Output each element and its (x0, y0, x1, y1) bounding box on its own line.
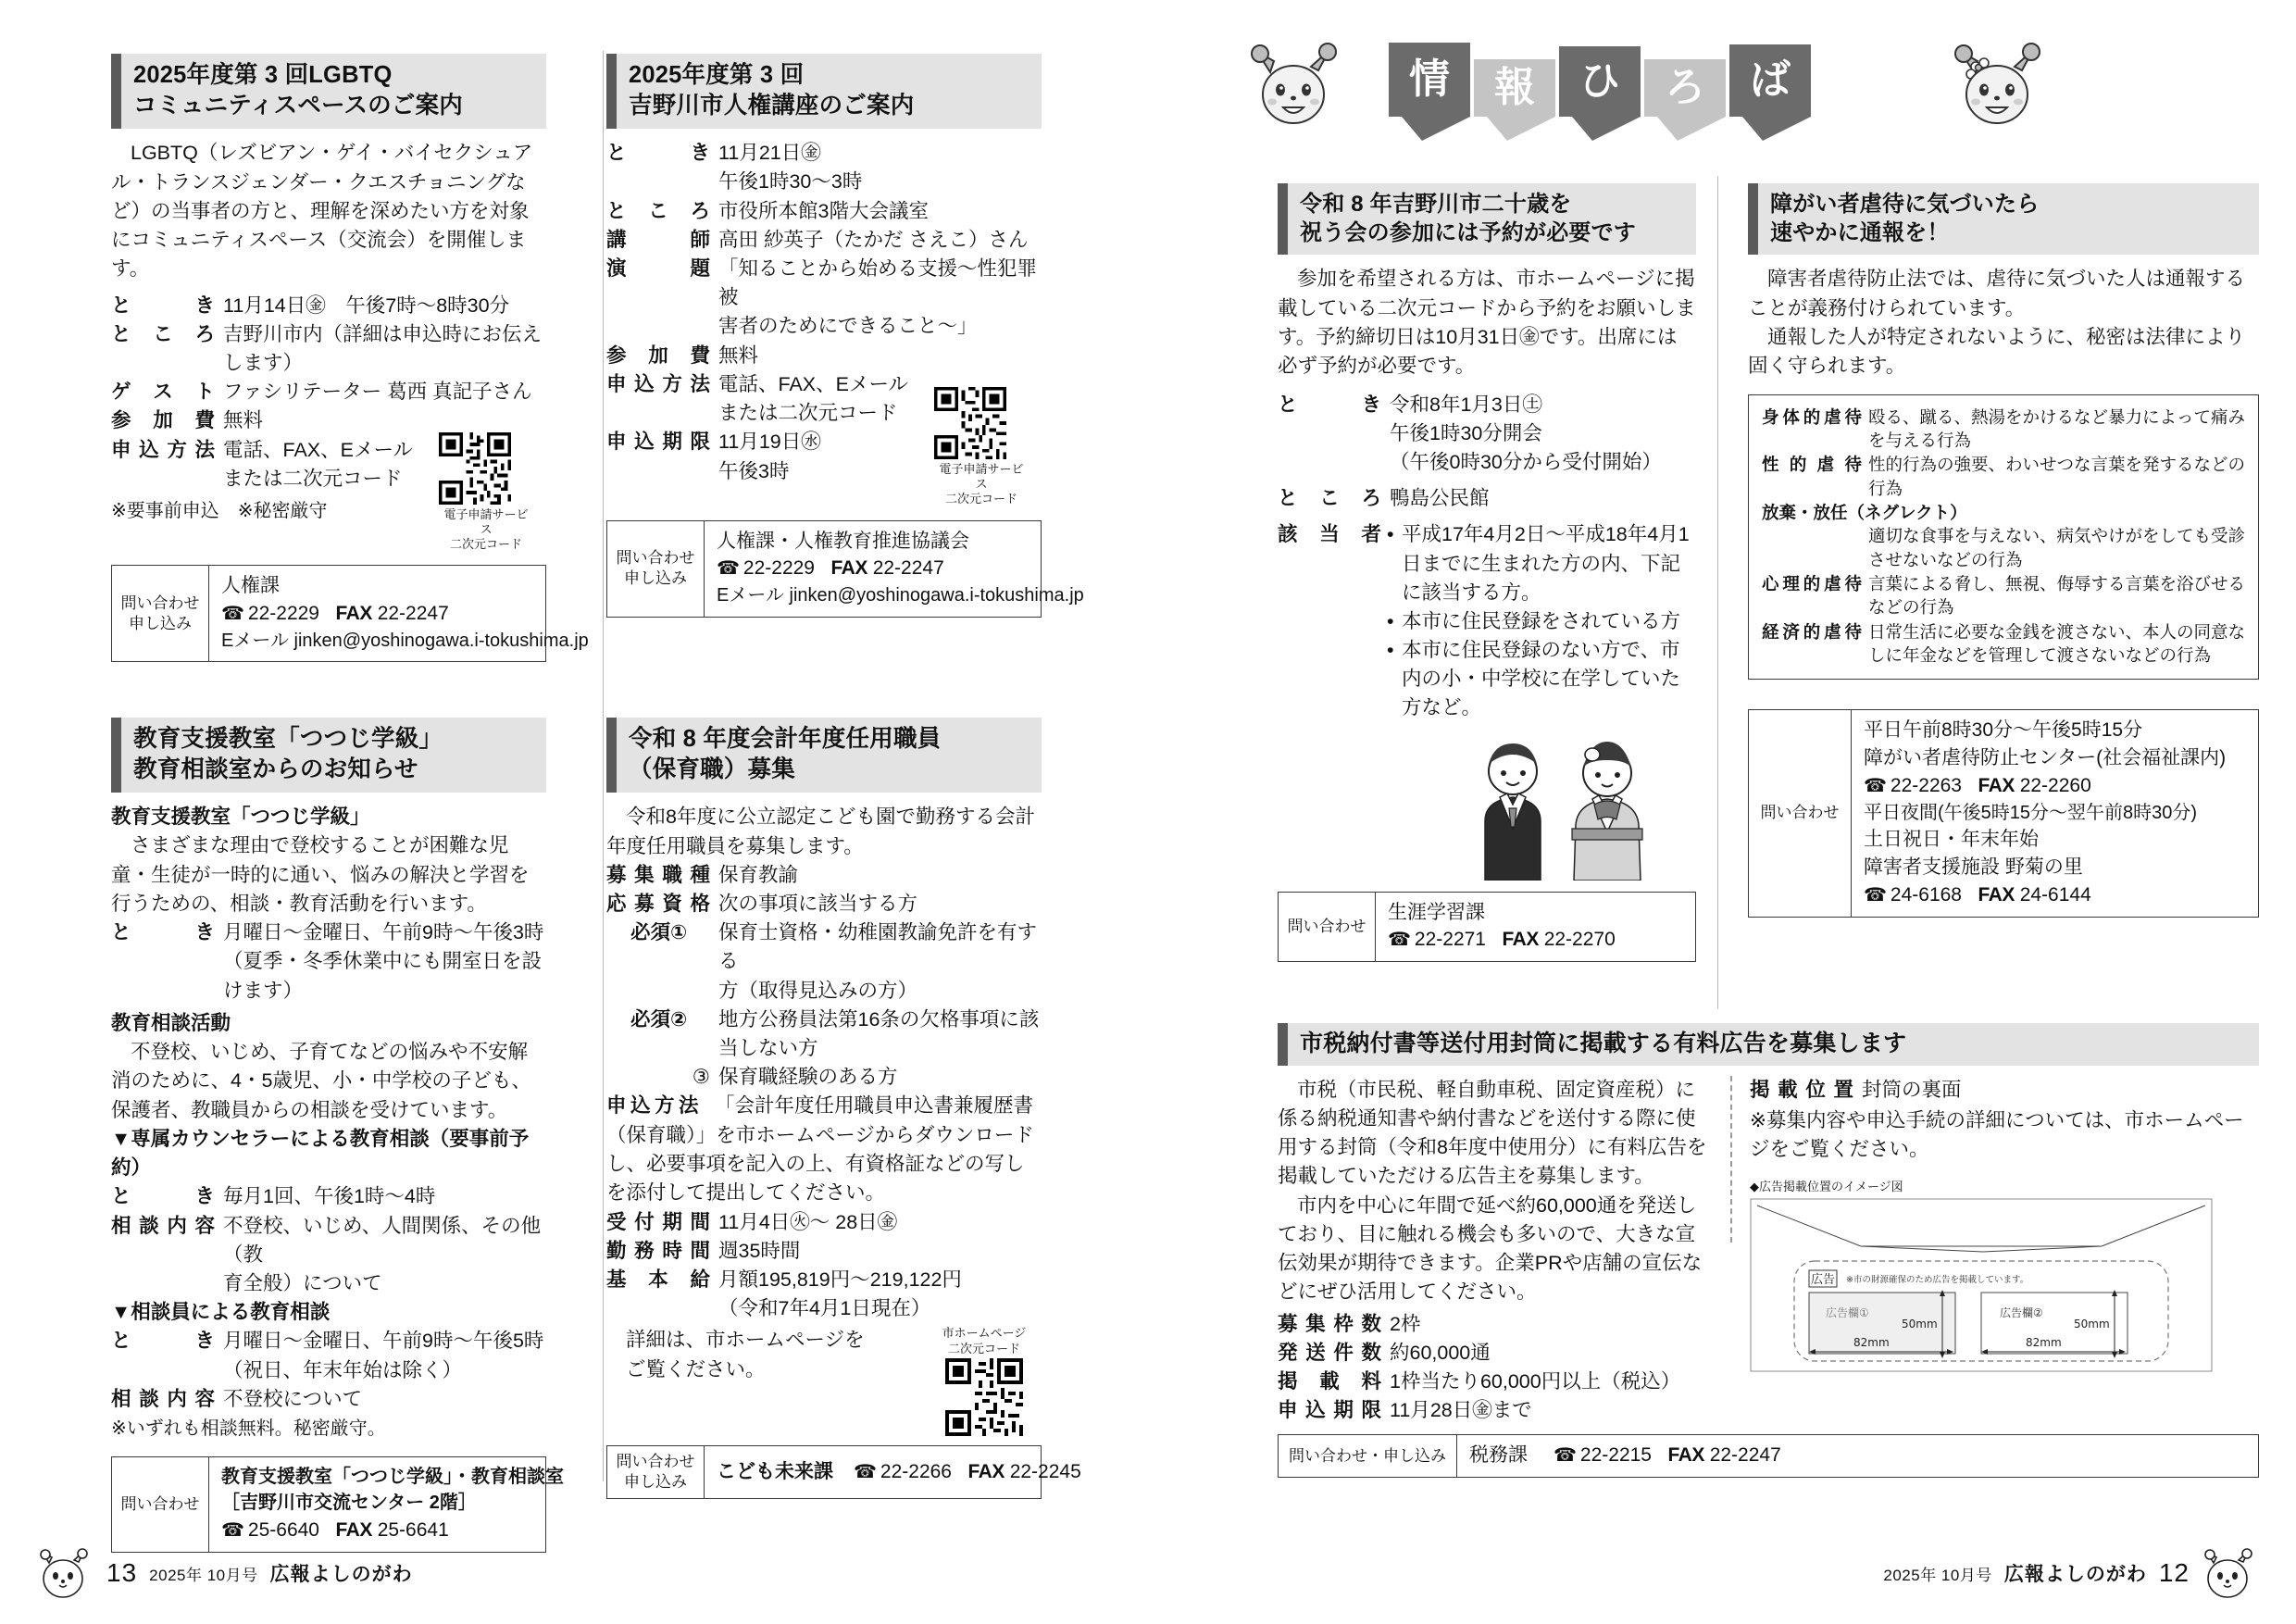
article-tsutsuji-header (111, 718, 546, 793)
article-tsutsuji: 教育支援教室「つつじ学級」 教育相談室からのお知らせ 教育支援教室「つつじ学級」 さまざまな理由で登校することが困難な児童・生徒が一時的に通い、悩みの解決と学習を行うための、相談・教育活動を行います。 と き 月曜日〜金曜日、午前9時〜午後3時 （夏季・冬季休業中にも開室日を設けます） 教育相談活動 不登校、いじめ、子育てなどの悩みや不安解消のために、4・5歳児、小・中学校の子ども、保護者、教職員からの相談を受けています。 ▼専属カウンセラーによる教育相談（要事前予約） と き 毎月1回、午後1時〜4時 相 談 内 容 不登校、いじめ、人間関係、その他（教 育全般）について ▼相談員による教育相談 と き 月曜日〜金曜日、午前9時〜午後5時 （祝日、年末年始は除く） 相 談 内 容 不登校について ※いずれも相談無料。秘密厳守。 問い合わせ 教育支援教室「つつじ学級」・教育相談室 ［吉野川市交流センター 2階］ ☎ 25-6640 FAX 25-6641 (111, 718, 546, 1553)
hoikushoku-row-period: 受 付 期 間 11月4日㊋〜 28日㊎ (606, 1210, 898, 1233)
hatachi-contact-dept: 生涯学習課 (1388, 901, 1485, 923)
svg-text:82mm: 82mm (2026, 1336, 2062, 1350)
svg-text:広告欄②: 広告欄② (2000, 1306, 2043, 1320)
article-lgbtq-body: LGBTQ（レズビアン・ゲイ・バイセクシュアル・トランスジェンダー・クエスチョニングなど）の当事者の方と、理解を深めたい方を対象にコミュニティスペース（交流会）を開催します。 (111, 142, 533, 281)
article-gyakutai-header (1748, 183, 2259, 255)
svg-text:広告欄①: 広告欄① (1826, 1306, 1869, 1320)
tsutsuji-sub4: ▼相談員による教育相談 (111, 1301, 331, 1324)
article-hoikushoku-header (606, 718, 1042, 793)
koukoku-separator (1713, 1076, 1750, 1426)
hoikushoku-row-qual: 応 募 資 格 次の事項に該当する方 (606, 893, 918, 916)
gyakutai-contact-line-1: 障がい者虐待防止センター(社会福祉課内) (1864, 747, 2227, 769)
koukoku-right-note: ※募集内容や申込手続の詳細については、市ホームページをご覧ください。 (1750, 1108, 2244, 1160)
article-jinken-title-line1: 2025年度第 3 回 (629, 62, 805, 88)
gyakutai-contact-label: 問い合わせ (1760, 804, 1840, 822)
koukoku-contact-label: 問い合わせ・申し込み (1289, 1446, 1446, 1465)
table-row: 性 的 虐 待 性的行為の強要、わいせつな言葉を発するなどの行為 (1762, 455, 2246, 498)
gyakutai-body2: 通報した人が特定されないように、秘密は法律により固く守られます。 (1748, 325, 2246, 378)
lgbtq-row-guest: ゲ ス ト ファシリテーター 葛西 真記子さん (111, 378, 546, 406)
koukoku-diagram (1750, 1177, 2259, 1377)
banner-tail-icon (1487, 117, 1555, 141)
column-divider-right (1717, 176, 1718, 1009)
jinken-contact-label: 問い合わせ 申し込み (616, 549, 695, 588)
hatachi-contact-box (1278, 892, 1696, 963)
koukoku-row-position: 掲 載 位 置 封筒の裏面 (1750, 1078, 1962, 1101)
mascot-left-icon (1250, 39, 1339, 124)
masthead-char-3: ろ (1644, 43, 1735, 117)
tsutsuji-row3: 相 談 内 容 不登校、いじめ、人間関係、その他（教 (111, 1214, 542, 1266)
jinken-contact-box (606, 520, 1084, 618)
article-tsutsuji-title-line1: 教育支援教室「つつじ学級」 (133, 726, 443, 752)
article-hoikushoku: 令和 8 年度会計年度任用職員 （保育職）募集 令和8年度に公立認定こども園で勤務する会計年度任用職員を募集します。 募 集 職 種 保育教諭 応 募 資 格 次の事項に該当する方 必須① 保育士資格・幼稚園教諭免許を有する 方（取得見込みの方） 必須② 地方公務員法第16条の欠格事項に該 当しない方 ③ 保育職経験のある方 申込方法 「会計年度任用職員申込書兼履歴書（保育職）」を市ホームページからダウンロードし、必要事項を記入の上、有資格証などの写しを添付して提出してください。 受 付 期 間 11月4日㊋〜 28日㊎ 勤 務 時 間 週35時間 基 本 給 月額195,819円〜219,122円 （令和7年4月1日現在） 詳細は、市ホームページを ご覧ください。 市ホームページ 二次元コード 問い合わせ 申し込み こども未来課 ☎ 22-2266 FAX 22-2245 (606, 718, 1042, 1499)
koukoku-contact-info (1456, 1435, 2258, 1477)
phone-icon (717, 557, 743, 579)
koukoku-row-count: 発 送 件 数 約60,000通 (1278, 1341, 1491, 1364)
svg-text:82mm: 82mm (1853, 1336, 1890, 1350)
article-gyakutai-title-line2: 速やかに通報を！ (1770, 220, 1950, 246)
lgbtq-row-toki-value: 11月14日㊎ 午後7時〜8時30分 (223, 294, 510, 317)
koukoku-contact-box (1278, 1434, 2259, 1478)
bullet-icon: • (1387, 639, 1394, 662)
hoikushoku-contact-dept: こども未来課 (717, 1460, 833, 1482)
column-divider (603, 51, 604, 1481)
hoikushoku-row-job: 募 集 職 種 保育教諭 (606, 863, 799, 886)
hoikushoku-qr-block (927, 1326, 1042, 1436)
article-lgbtq-header (111, 54, 546, 129)
lgbtq-row-apply-value: 電話、FAX、Eメール (223, 438, 414, 461)
article-gyakutai-title-line1: 障がい者虐待に気づいたら (1770, 192, 2040, 217)
jinken-row-toki: と き 11月21日㊎ (606, 142, 821, 165)
gyakutai-contact-box (1748, 709, 2259, 917)
lgbtq-row-apply: 申 込 方 法 電話、FAX、Eメール (111, 436, 435, 465)
jinken-qr-block (934, 387, 1042, 507)
lgbtq-qr-block (439, 432, 546, 553)
hoikushoku-req2: 必須② 地方公務員法第16条の欠格事項に該 (630, 1007, 1040, 1031)
table-row: 放棄・放任（ネグレクト） 適切な食事を与えない、病気やけがをしても受診させないなどの行為 (1762, 502, 2246, 569)
lgbtq-row-fee-value: 無料 (223, 409, 264, 432)
article-lgbtq (111, 54, 589, 662)
mascot-icon (2202, 1544, 2259, 1602)
lgbtq-row-toki: と き 11月14日㊎ 午後7時〜8時30分 (111, 292, 546, 320)
gyakutai-types-table (1748, 394, 2259, 681)
hoikushoku-apply: 申込方法 「会計年度任用職員申込書兼履歴書（保育職）」を市ホームページからダウンロードし、必要事項を記入の上、有資格証などの写しを添付して提出してください。 (606, 1094, 1034, 1205)
hoikushoku-req1: 必須① 保育士資格・幼稚園教諭免許を有する (630, 921, 1038, 973)
qr-code-icon (945, 1358, 1023, 1436)
hatachi-bullet-3: • 本市に住民登録のない方で、市内の小・中学校に在学していた方など。 (1387, 636, 1696, 723)
footer-left-page: 13 (106, 1558, 138, 1587)
footer-right-page: 12 (2158, 1558, 2190, 1587)
hoikushoku-contact-info (704, 1446, 1091, 1498)
mascot-icon (37, 1544, 94, 1602)
gyakutai-contact-tel1: ☎ 22-2263 FAX 22-2260 (1864, 772, 2249, 800)
hatachi-contact-label: 問い合わせ (1287, 917, 1366, 935)
lgbtq-contact-tel-fax: ☎ 22-2229 FAX 22-2247 (221, 600, 589, 628)
hoikushoku-contact-tel-fax: ☎ 22-2266 FAX 22-2245 (854, 1458, 1081, 1486)
celebration-couple-illustration (1454, 740, 1685, 881)
article-koukoku-title: 市税納付書等送付用封筒に掲載する有料広告を募集します (1300, 1031, 1907, 1056)
masthead (1241, 35, 2296, 131)
phone-icon (854, 1461, 880, 1482)
hatachi-row-eligible: 該 当 者 • 平成17年4月2日〜平成18年4月1日までに生まれた方の内、下記に該当する方。 • 本市に住民登録をされている方 • 本市に住民登録のない方で、市内の小・中学校に在学していた方など。 (1278, 520, 1696, 722)
tsutsuji-sub3: ▼専属カウンセラーによる教育相談（要事前予約） (111, 1128, 530, 1180)
koukoku-right-col (1750, 1076, 2259, 1426)
qr-code-icon (439, 432, 511, 505)
hatachi-row-toki: と き 令和8年1月3日㊏ (1278, 393, 1542, 416)
koukoku-left-col (1278, 1076, 1713, 1426)
hoikushoku-req3: ③ 保育職経験のある方 (692, 1066, 898, 1089)
hoikushoku-qr-caption: 市ホームページ 二次元コード (942, 1326, 1027, 1355)
masthead-char-4: ば (1729, 43, 1820, 117)
masthead-char-2: ひ (1559, 43, 1650, 117)
hatachi-contact-info (1375, 893, 1695, 962)
koukoku-body2: 市内を中心に年間で延べ約60,000通を発送しており、目に触れる機会も多いので、大きな宣伝効果が期待できます。企業PRや店舗の宣伝などにぜひ活用してください。 (1278, 1193, 1703, 1304)
koukoku-contact-dept: 税務課 (1469, 1444, 1528, 1467)
gyakutai-body1: 障害者虐待防止法では、虐待に気づいた人は通報することが義務付けられています。 (1748, 268, 2246, 319)
tsutsuji-row1: と き 月曜日〜金曜日、午前9時〜午後3時 (111, 921, 544, 944)
tsutsuji-contact-line1: 教育支援教室「つつじ学級」・教育相談室 (221, 1466, 564, 1487)
article-lgbtq-title-line1: 2025年度第 3 回LGBTQ (133, 62, 393, 88)
hatachi-body: 参加を希望される方は、市ホームページに掲載している二次元コードから予約をお願いします。予約締切日は10月31日㊎です。出席には必ず予約が必要です。 (1278, 268, 1696, 378)
phone-icon (1554, 1444, 1580, 1466)
banner-tail-icon (1657, 117, 1726, 141)
gyakutai-contact-tel2: ☎ 24-6168 FAX 24-6144 (1864, 881, 2249, 909)
jinken-contact-email: Eメール jinken@yoshinogawa.i-tokushima.jp (717, 585, 1084, 606)
footer-right-date: 2025年 10月号 (1883, 1566, 1992, 1584)
tsutsuji-body2: 不登校、いじめ、子育てなどの悩みや不安解消のために、4・5歳児、小・中学校の子ども、保護者、教職員からの相談を受けています。 (111, 1041, 531, 1121)
tsutsuji-contact-label: 問い合わせ (120, 1494, 200, 1513)
hatachi-row-tokoro: と こ ろ 鴨島公民館 (1278, 487, 1490, 510)
table-row: 経 済 的 虐 待 日常生活に必要な金銭を渡さない、本人の同意なしに年金などを管理して渡さないなどの行為 (1762, 621, 2246, 665)
bullet-icon: • (1387, 609, 1394, 632)
footer-left-magazine: 広報よしのがわ (269, 1564, 413, 1585)
phone-icon (221, 603, 248, 624)
gyakutai-contact-line-4: 土日祝日・年末年始 (1864, 829, 2039, 851)
koukoku-contact-tel-fax: ☎ 22-2215 FAX 22-2247 (1554, 1442, 1781, 1469)
lgbtq-row-apply-value2: または二次元コード (223, 467, 403, 490)
envelope-diagram-icon (1750, 1198, 2213, 1372)
lgbtq-qr-caption: 電子申請サービス 二次元コード (443, 506, 529, 552)
lgbtq-note: ※要事前申込 ※秘密厳守 (111, 501, 328, 521)
article-lgbtq-title-line2: コミュニティスペースのご案内 (133, 93, 463, 119)
jinken-row-fee: 参 加 費 無料 (606, 344, 759, 367)
footer-left (37, 1544, 413, 1602)
koukoku-row-deadline: 申 込 期 限 11月28日㊎まで (1278, 1399, 1532, 1422)
phone-icon (1864, 775, 1890, 796)
article-hoikushoku-title-line1: 令和 8 年度会計年度任用職員 (629, 726, 942, 752)
footer-right (1883, 1544, 2259, 1602)
hoikushoku-tail2: ご覧ください。 (626, 1357, 766, 1380)
lgbtq-contact-label: 問い合わせ 申し込み (120, 593, 200, 632)
hatachi-contact-tel-fax: ☎ 22-2271 FAX 22-2270 (1388, 926, 1686, 954)
lgbtq-contact-info (208, 566, 598, 661)
hatachi-bullet-2: • 本市に住民登録をされている方 (1387, 607, 1696, 636)
koukoku-row-fee: 掲 載 料 1枠当たり60,000円以上（税込） (1278, 1370, 1681, 1393)
jinken-contact-info (704, 521, 1093, 617)
svg-text:広告: 広告 (1811, 1273, 1836, 1288)
tsutsuji-row2: と き 毎月1回、午後1時〜4時 (111, 1185, 436, 1208)
bullet-icon: • (1387, 523, 1394, 546)
gyakutai-contact-line-5: 障害者支援施設 野菊の里 (1864, 856, 2083, 878)
tsutsuji-body1: さまざまな理由で登校することが困難な児童・生徒が一時的に通い、悩みの解決と学習を行うための、相談・教育活動を行います。 (111, 834, 530, 916)
article-hatachi-header (1278, 183, 1696, 255)
jinken-qr-caption: 電子申請サービス 二次元コード (939, 461, 1024, 506)
hoikushoku-tail1: 詳細は、市ホームページを (626, 1329, 865, 1352)
article-jinken-kouza: 2025年度第 3 回 吉野川市人権講座のご案内 と き 11月21日㊎ 午後1時30〜3時 と こ ろ 市役所本館3階大会議室 講 師 高田 紗英子（たかだ さえこ）さん 演 題 「知ることから始める支援〜性犯罪被 害者のためにできること〜」 参 加 費 無料 申 込 方 法 電話、FAX、Eメール または二次元コード 申 込 期 限 11月19日㊌ 午後3時 電子申請サービス 二次元コード 問い合わせ 申し込み 人権課・人権教育推進協議会 ☎ 22-2229 FAX 22-2247 Eメール jinken@yoshinogawa.i-tokushima.jp (606, 54, 1042, 618)
article-jinken-header (606, 54, 1042, 129)
koukoku-body1: 市税（市民税、軽自動車税、固定資産税）に係る納税通知書や納付書などを送付する際に使用する封筒（令和8年度中使用分）に有料広告を掲載していただける広告主を募集します。 (1278, 1078, 1707, 1188)
jinken-contact-tel-fax: ☎ 22-2229 FAX 22-2247 (717, 555, 1084, 582)
gyakutai-contact-line-3: 平日夜間(午後5時15分〜翌午前8時30分) (1864, 802, 2198, 823)
article-gyakutai (1748, 183, 2259, 918)
phone-icon (221, 1519, 248, 1541)
koukoku-diagram-caption: ◆広告掲載位置のイメージ図 (1750, 1180, 1903, 1194)
svg-text:※市の財源確保のため広告を掲載しています。: ※市の財源確保のため広告を掲載しています。 (1846, 1275, 2029, 1286)
footer-right-magazine: 広報よしのがわ (2003, 1564, 2147, 1585)
article-tsutsuji-title-line2: 教育相談室からのお知らせ (133, 756, 418, 783)
hoikushoku-body: 令和8年度に公立認定こども園で勤務する会計年度任用職員を募集します。 (606, 806, 1035, 857)
article-koukoku (1278, 1023, 2259, 1478)
tsutsuji-sub1: 教育支援教室「つつじ学級」 (111, 806, 370, 829)
gyakutai-contact-info (1851, 710, 2258, 916)
article-hatachi: 令和 8 年吉野川市二十歳を 祝う会の参加には予約が必要です 参加を希望される方は、市ホームページに掲載している二次元コードから予約をお願いします。予約締切日は10月31日㊎です。出席には必ず予約が必要です。 と き 令和8年1月3日㊏ 午後1時30分開会 （午後0時30分から受付開始） と こ ろ 鴨島公民館 該 当 者 • 平成17年4月2日〜平成18年4月1日までに生まれた方の内、下記に該当する方。 • 本市に住民登録をされている方 • 本市に住民登録のない方で、市内の小・中学校に在学していた方など。 問い合わせ 生涯学習課 ☎ 22-2271 FAX 22-2270 (1278, 183, 1696, 962)
masthead-banner (1389, 43, 1820, 117)
tsutsuji-contact-tel-fax: ☎ 25-6640 FAX 25-6641 (221, 1517, 564, 1544)
tsutsuji-contact-line2: ［吉野川市交流センター 2階］ (221, 1493, 477, 1514)
article-hatachi-title-line2: 祝う会の参加には予約が必要です (1300, 220, 1636, 246)
table-row: 心 理 的 虐 待 言葉による脅し、無視、侮辱する言葉を浴びせるなどの行為 (1762, 573, 2246, 618)
hoikushoku-contact-label: 問い合わせ 申し込み (616, 1452, 695, 1491)
jinken-contact-dept: 人権課・人権教育推進協議会 (717, 530, 969, 552)
phone-icon (1864, 884, 1890, 906)
footer-left-date: 2025年 10月号 (149, 1566, 258, 1584)
lgbtq-row-fee: 参 加 費 無料 (111, 406, 546, 435)
article-hoikushoku-title-line2: （保育職）募集 (629, 756, 795, 783)
qr-code-icon (934, 387, 1006, 459)
mascot-right-icon (1953, 39, 2042, 124)
banner-tail-icon (1572, 117, 1641, 141)
article-koukoku-header (1278, 1023, 2259, 1066)
jinken-row-apply: 申 込 方 法 電話、FAX、Eメール (606, 372, 909, 395)
hoikushoku-row-salary: 基 本 給 月額195,819円〜219,122円 (606, 1268, 962, 1291)
hoikushoku-contact-box (606, 1445, 1081, 1499)
jinken-row-tokoro: と こ ろ 市役所本館3階大会議室 (606, 199, 929, 222)
koukoku-row-slots: 募 集 枠 数 2枠 (1278, 1312, 1421, 1335)
jinken-row-lecturer: 講 師 高田 紗英子（たかだ さえこ）さん (606, 228, 1029, 251)
lgbtq-row-tokoro: と こ ろ 吉野川市内（詳細は申込時にお伝えします） (111, 320, 546, 378)
lgbtq-row-tokoro-value: 吉野川市内（詳細は申込時にお伝えします） (223, 322, 543, 375)
banner-tail-icon (1742, 117, 1811, 141)
tsutsuji-contact-info (208, 1457, 573, 1552)
article-jinken-title-line2: 吉野川市人権講座のご案内 (629, 93, 915, 119)
masthead-char-0: 情 (1389, 43, 1479, 117)
banner-tail-icon (1402, 117, 1470, 141)
page-right (1241, 0, 2296, 1624)
gyakutai-contact-line-0: 平日午前8時30分〜午後5時15分 (1864, 719, 2143, 742)
lgbtq-row-guest-value: ファシリテーター 葛西 真記子さん (223, 381, 532, 404)
jinken-row-topic: 演 題 「知ることから始める支援〜性犯罪被 (606, 257, 1038, 309)
lgbtq-contact-dept: 人権課 (221, 575, 280, 597)
hoikushoku-row-hours: 勤 務 時 間 週35時間 (606, 1239, 801, 1262)
article-hatachi-title-line1: 令和 8 年吉野川市二十歳を (1300, 192, 1572, 217)
tsutsuji-sub2: 教育相談活動 (111, 1012, 231, 1035)
svg-text:50mm: 50mm (1902, 1318, 1938, 1331)
phone-icon (1388, 929, 1415, 950)
masthead-char-1: 報 (1474, 43, 1565, 117)
tsutsuji-contact-box (111, 1456, 564, 1553)
hatachi-bullet-1: • 平成17年4月2日〜平成18年4月1日までに生まれた方の内、下記に該当する方。 (1387, 520, 1696, 607)
svg-text:50mm: 50mm (2074, 1318, 2110, 1331)
jinken-row-deadline: 申 込 期 限 11月19日㊌ (606, 431, 821, 454)
table-row: 身 体 的 虐 待 殴る、蹴る、熱湯をかけるなど暴力によって痛みを与える行為 (1762, 406, 2246, 450)
tsutsuji-note: ※いずれも相談無料。秘密厳守。 (111, 1418, 386, 1439)
tsutsuji-row4: と き 月曜日〜金曜日、午前9時〜午後5時 (111, 1330, 544, 1353)
tsutsuji-row5: 相 談 内 容 不登校について (111, 1387, 363, 1410)
lgbtq-contact-email: Eメール jinken@yoshinogawa.i-tokushima.jp (221, 630, 589, 651)
lgbtq-contact-box (111, 565, 589, 662)
